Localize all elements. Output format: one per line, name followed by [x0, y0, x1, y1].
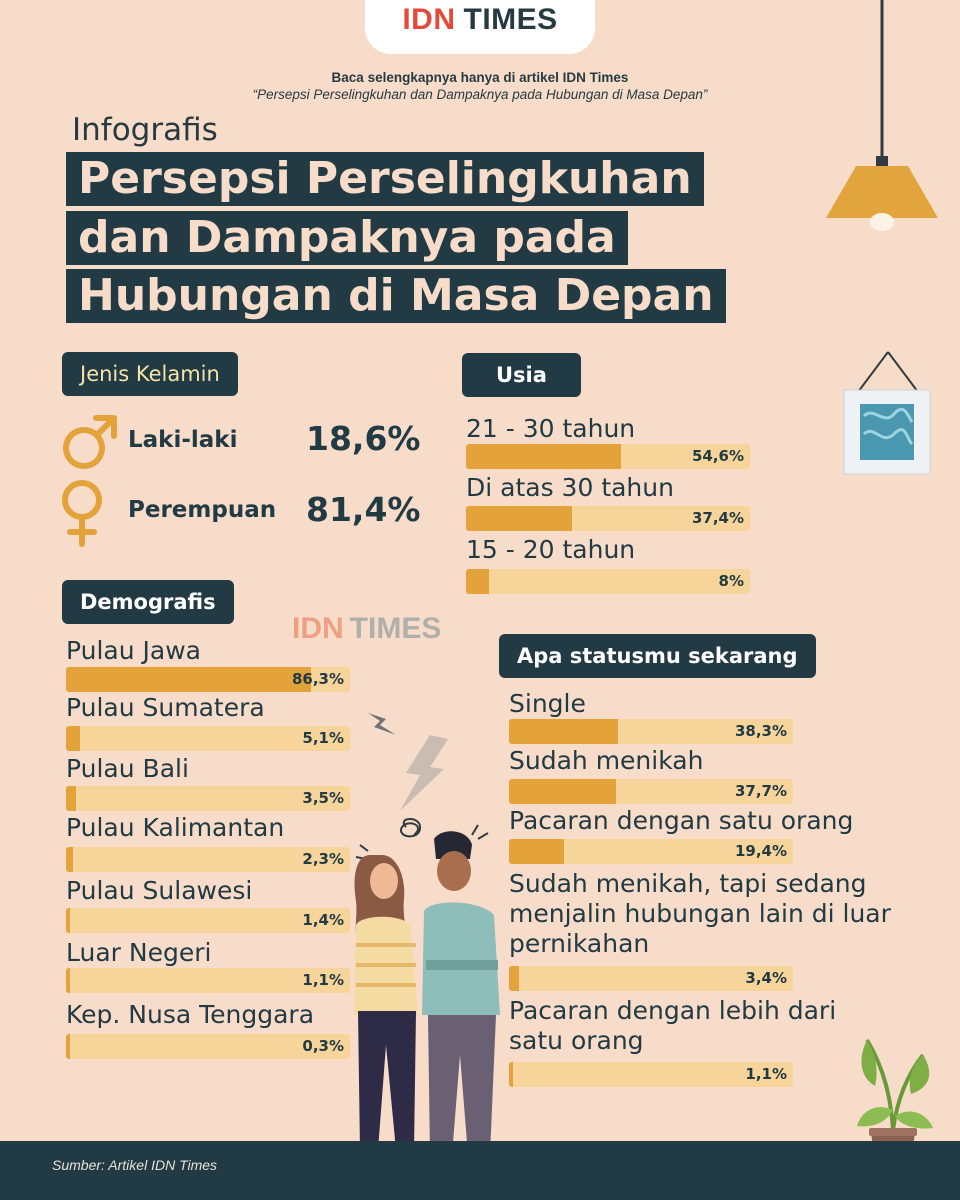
demographics-bar	[66, 726, 80, 751]
demographics-bar-track	[66, 786, 350, 811]
demographics-label: Pulau Jawa	[66, 636, 201, 665]
status-value-label: 38,3%	[734, 722, 787, 740]
demographics-bar	[66, 786, 76, 811]
demographics-bar	[66, 847, 73, 872]
demographics-bar-track	[66, 908, 350, 933]
age-section-title: Usia	[462, 353, 581, 397]
gender-label-male: Laki-laki	[128, 427, 238, 453]
status-label: Pacaran dengan lebih dari	[509, 996, 837, 1025]
ceiling-lamp-icon	[820, 0, 950, 240]
demographics-label: Kep. Nusa Tenggara	[66, 1000, 315, 1029]
demographics-value-label: 3,5%	[302, 789, 344, 807]
demographics-bar	[66, 908, 70, 933]
female-icon	[56, 478, 108, 548]
age-value-label: 37,4%	[691, 509, 744, 527]
status-label: menjalin hubungan lain di luar	[509, 899, 891, 928]
age-label: 15 - 20 tahun	[466, 535, 636, 564]
idn-times-watermark	[292, 612, 441, 646]
demographics-bar-track	[66, 847, 350, 872]
headline-line-2: dan Dampaknya pada	[66, 211, 628, 265]
demographics-bar-track	[66, 968, 350, 993]
age-bar	[466, 444, 621, 469]
status-value-label: 19,4%	[734, 842, 787, 860]
demographics-bar	[66, 667, 311, 692]
age-value-label: 8%	[718, 572, 744, 590]
status-bar-track	[509, 1062, 793, 1087]
headline-line-3: Hubungan di Masa Depan	[66, 269, 726, 323]
demographics-label: Pulau Sulawesi	[66, 876, 253, 905]
status-label: satu orang	[509, 1026, 644, 1055]
demographics-value-label: 86,3%	[291, 670, 344, 688]
source-note: Sumber: Artikel IDN Times	[52, 1157, 218, 1173]
status-bar	[509, 779, 616, 804]
age-bar-track	[466, 569, 750, 594]
demographics-value-label: 5,1%	[302, 729, 344, 747]
gender-value-male: 18,6%	[306, 419, 421, 458]
demographics-label: Pulau Sumatera	[66, 693, 265, 722]
age-label: Di atas 30 tahun	[466, 473, 674, 502]
demographics-label: Luar Negeri	[66, 938, 212, 967]
age-label: 21 - 30 tahun	[466, 414, 636, 443]
gender-label-female: Perempuan	[128, 497, 277, 523]
kicker-label: Infografis	[72, 112, 218, 148]
demographics-bar-track	[66, 1034, 350, 1059]
status-value-label: 3,4%	[745, 969, 787, 987]
couple-illustration	[330, 815, 530, 1170]
demographics-bar	[66, 968, 70, 993]
demographics-value-label: 1,1%	[302, 971, 344, 989]
demographics-label: Pulau Kalimantan	[66, 813, 285, 842]
demographics-value-label: 1,4%	[302, 911, 344, 929]
status-bar	[509, 966, 519, 991]
status-label: pernikahan	[509, 929, 650, 958]
status-label: Pacaran dengan satu orang	[509, 806, 854, 835]
status-value-label: 1,1%	[745, 1065, 787, 1083]
logo-times-text: TIMES	[463, 3, 558, 36]
status-section-title: Apa statusmu sekarang	[499, 634, 816, 678]
framed-picture-icon	[840, 350, 940, 478]
male-icon	[58, 412, 120, 474]
article-title-quote: “Persepsi Perselingkuhan dan Dampaknya pada Hubungan di Masa Depan”	[252, 87, 708, 102]
read-more-note: Baca selengkapnya hanya di artikel IDN Times	[331, 70, 629, 85]
demographics-section-title: Demografis	[62, 580, 234, 624]
gender-section-title: Jenis Kelamin	[62, 352, 238, 396]
idn-times-logo	[365, 0, 595, 54]
headline-line-1: Persepsi Perselingkuhan	[66, 152, 704, 206]
status-bar-track	[509, 966, 793, 991]
age-bar-track	[466, 506, 750, 531]
age-bar	[466, 506, 572, 531]
demographics-value-label: 0,3%	[302, 1037, 344, 1055]
status-label: Sudah menikah, tapi sedang	[509, 869, 867, 898]
demographics-label: Pulau Bali	[66, 754, 189, 783]
status-bar	[509, 839, 564, 864]
gender-value-female: 81,4%	[306, 490, 421, 529]
status-label: Sudah menikah	[509, 746, 704, 775]
lightning-icon	[360, 705, 460, 815]
status-bar-track	[509, 719, 793, 744]
age-value-label: 54,6%	[691, 447, 744, 465]
demographics-value-label: 2,3%	[302, 850, 344, 868]
status-value-label: 37,7%	[734, 782, 787, 800]
demographics-bar	[66, 1034, 70, 1059]
status-bar	[509, 719, 618, 744]
logo-idn-text: IDN	[402, 3, 456, 36]
age-bar-track	[466, 444, 750, 469]
status-bar-track	[509, 839, 793, 864]
age-bar	[466, 569, 489, 594]
status-bar-track	[509, 779, 793, 804]
demographics-bar-track	[66, 726, 350, 751]
demographics-bar-track	[66, 667, 350, 692]
status-label: Single	[509, 689, 586, 718]
watermark-idn-text: IDN	[292, 612, 344, 645]
watermark-times-text: TIMES	[349, 612, 442, 645]
status-bar	[509, 1062, 513, 1087]
